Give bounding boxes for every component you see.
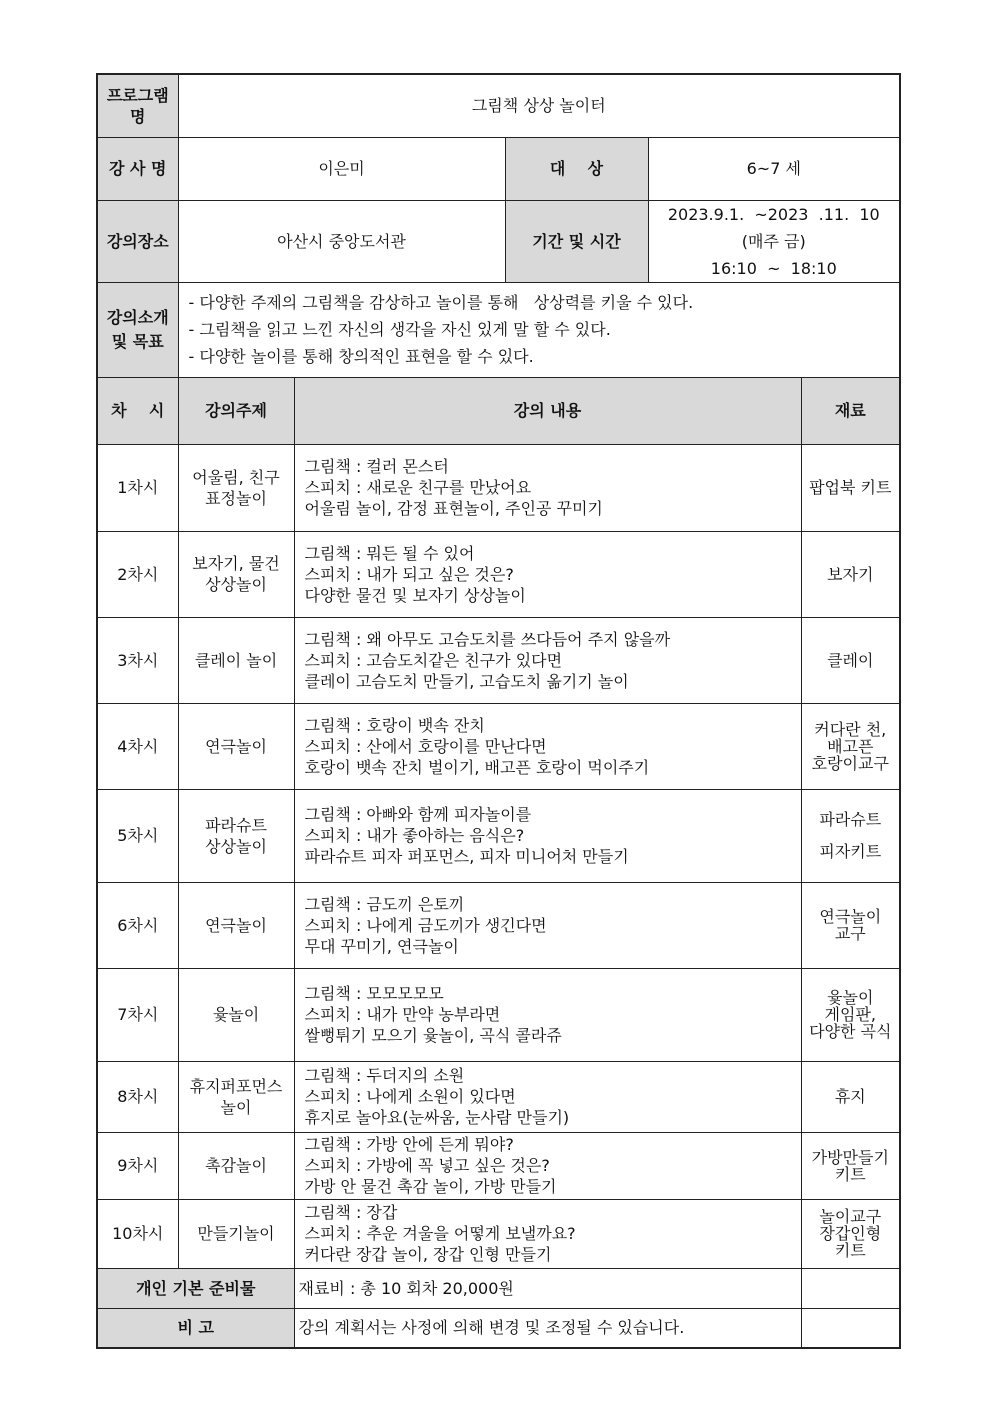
content-line: 그림책 : 가방 안에 든게 뭐야? — [304, 1135, 514, 1154]
material-cell — [801, 444, 900, 531]
session-cell: 8차시 — [97, 1061, 178, 1132]
content-line: 스피치 : 추운 겨울을 어떻게 보낼까요? — [304, 1224, 576, 1243]
content-line: 스피치 : 나에게 금도끼가 생긴다면 — [304, 915, 547, 935]
content-line: 어울림 놀이, 감정 표현놀이, 주인공 꾸미기 — [304, 499, 603, 518]
topic-line: 휴지퍼포먼스 — [189, 1076, 283, 1096]
note-row — [97, 1308, 900, 1348]
content-line: 그림책 : 모모모모모 — [304, 984, 444, 1003]
material-line: 파라슈트 — [819, 809, 882, 829]
content-line: 그림책 : 호랑이 뱃속 잔치 — [304, 715, 485, 735]
intro-line: - 다양한 주제의 그림책을 감상하고 놀이를 통해 상상력를 키울 수 있다. — [188, 293, 694, 312]
material-line: 윷놀이 — [827, 988, 874, 1007]
content-line: 스피치 : 새로운 친구를 만났어요 — [304, 478, 532, 497]
prep-empty — [801, 1268, 900, 1308]
content-cell — [294, 1061, 801, 1132]
material-line: 게임판, — [824, 1005, 876, 1024]
topic-line: 촉감놀이 — [205, 1156, 267, 1175]
session-cell: 10차시 — [97, 1199, 178, 1268]
material-cell — [801, 703, 900, 789]
intro-line: - 다양한 놀이를 통해 창의적인 표현을 할 수 있다. — [188, 347, 534, 366]
topic-line: 파라슈트 — [205, 815, 267, 835]
material-cell — [801, 789, 900, 882]
session-cell: 2차시 — [97, 531, 178, 617]
period-time: 16:10 ~ 18:10 — [710, 258, 837, 278]
header-material: 재료 — [801, 377, 900, 444]
content-line: 그림책 : 아빠와 함께 피자놀이를 — [304, 805, 532, 824]
intro-line: - 그림책을 읽고 느낀 자신의 생각을 자신 있게 말 할 수 있다. — [188, 320, 611, 339]
note-label: 비 고 — [97, 1308, 294, 1348]
prep-row — [97, 1268, 900, 1308]
note-empty — [801, 1308, 900, 1348]
material-line: 보자기 — [827, 564, 874, 584]
topic-cell — [178, 882, 294, 968]
session-cell: 1차시 — [97, 444, 178, 531]
material-cell — [801, 968, 900, 1061]
material-line: 다양한 곡식 — [809, 1022, 892, 1041]
session-cell: 9차시 — [97, 1132, 178, 1199]
topic-cell — [178, 968, 294, 1061]
topic-cell — [178, 531, 294, 617]
instructor-row — [97, 137, 900, 200]
content-cell — [294, 531, 801, 617]
content-line: 그림책 : 장갑 — [304, 1203, 398, 1222]
content-line: 다양한 물건 및 보자기 상상놀이 — [304, 585, 526, 605]
content-cell — [294, 968, 801, 1061]
content-cell — [294, 1132, 801, 1199]
topic-line: 연극놀이 — [205, 915, 267, 935]
content-line: 그림책 : 뭐든 될 수 있어 — [304, 543, 475, 563]
target-value: 6~7 세 — [648, 137, 900, 200]
intro-lines — [178, 282, 900, 377]
intro-row — [97, 282, 900, 377]
schedule-row — [97, 531, 900, 617]
material-line: 커다란 천, — [814, 719, 887, 739]
program-row — [97, 74, 900, 137]
material-line: 배고픈 — [827, 736, 874, 756]
topic-cell — [178, 1199, 294, 1268]
material-line: 키트 — [834, 1164, 866, 1184]
session-cell: 7차시 — [97, 968, 178, 1061]
content-line: 파라슈트 피자 퍼포먼스, 피자 미니어처 만들기 — [304, 847, 629, 866]
material-line: 키트 — [834, 1241, 866, 1260]
content-line: 스피치 : 고슴도치같은 친구가 있다면 — [304, 650, 563, 670]
material-line: 장갑인형 — [819, 1224, 882, 1243]
period-value — [648, 200, 900, 282]
content-line: 호랑이 뱃속 잔치 벌이기, 배고픈 호랑이 먹이주기 — [304, 757, 650, 777]
content-line: 그림책 : 금도끼 은토끼 — [304, 894, 465, 914]
schedule-row — [97, 882, 900, 968]
session-cell: 4차시 — [97, 703, 178, 789]
note-value: 강의 계획서는 사정에 의해 변경 및 조정될 수 있습니다. — [294, 1308, 801, 1348]
content-line: 커다란 장갑 놀이, 장갑 인형 만들기 — [304, 1245, 552, 1264]
schedule-row — [97, 968, 900, 1061]
header-session: 차 시 — [97, 377, 178, 444]
period-dates: 2023.9.1. ~2023 .11. 10 — [667, 204, 880, 224]
intro-label: 강의소개 및 목표 — [97, 282, 178, 377]
instructor-label: 강 사 명 — [97, 137, 178, 200]
topic-line: 표정놀이 — [205, 488, 267, 508]
content-cell — [294, 789, 801, 882]
prep-value: 재료비 : 총 10 회차 20,000원 — [294, 1268, 801, 1308]
material-line: 휴지 — [834, 1087, 866, 1106]
schedule-header-row — [97, 377, 900, 444]
content-line: 스피치 : 산에서 호랑이를 만난다면 — [304, 736, 547, 756]
topic-cell — [178, 1061, 294, 1132]
material-line: 클레이 — [827, 650, 874, 670]
content-cell — [294, 703, 801, 789]
topic-line: 놀이 — [220, 1097, 252, 1117]
content-line: 휴지로 놀아요(눈싸움, 눈사람 만들기) — [304, 1108, 570, 1127]
period-day: (매주 금) — [741, 231, 806, 251]
topic-line: 윷놀이 — [212, 1005, 260, 1024]
content-cell — [294, 1199, 801, 1268]
topic-cell — [178, 1132, 294, 1199]
material-line: 교구 — [834, 924, 866, 943]
topic-line: 만들기놀이 — [197, 1224, 275, 1243]
content-line: 그림책 : 두더지의 소원 — [304, 1066, 465, 1085]
topic-line: 상상놀이 — [205, 836, 267, 856]
venue-row — [97, 200, 900, 282]
session-cell: 5차시 — [97, 789, 178, 882]
material-cell — [801, 1061, 900, 1132]
material-line: 팝업북 키트 — [809, 478, 892, 497]
topic-cell — [178, 789, 294, 882]
topic-cell — [178, 703, 294, 789]
schedule-row — [97, 617, 900, 703]
schedule-row — [97, 1061, 900, 1132]
material-cell — [801, 882, 900, 968]
material-cell — [801, 1132, 900, 1199]
content-line: 스피치 : 내가 되고 싶은 것은? — [304, 564, 514, 584]
prep-label: 개인 기본 준비물 — [97, 1268, 294, 1308]
content-line: 스피치 : 내가 만약 농부라면 — [304, 1005, 501, 1024]
schedule-row — [97, 1132, 900, 1199]
content-cell — [294, 444, 801, 531]
topic-cell — [178, 444, 294, 531]
header-content: 강의 내용 — [294, 377, 801, 444]
material-line: 피자키트 — [819, 841, 882, 861]
content-cell — [294, 617, 801, 703]
material-line: 연극놀이 — [819, 907, 882, 926]
content-line: 쌀뻥튀기 모으기 윷놀이, 곡식 콜라쥬 — [304, 1026, 562, 1045]
session-cell: 3차시 — [97, 617, 178, 703]
material-line: 가방만들기 — [811, 1147, 889, 1167]
material-line: 놀이교구 — [819, 1207, 882, 1226]
material-cell — [801, 617, 900, 703]
topic-line: 클레이 놀이 — [194, 650, 278, 670]
session-cell: 6차시 — [97, 882, 178, 968]
period-label: 기간 및 시간 — [505, 200, 648, 282]
schedule-row — [97, 703, 900, 789]
material-line: 호랑이교구 — [811, 753, 889, 773]
content-line: 가방 안 물건 촉감 놀이, 가방 만들기 — [304, 1177, 557, 1196]
content-line: 스피치 : 내가 좋아하는 음식은? — [304, 826, 525, 845]
material-cell — [801, 1199, 900, 1268]
topic-line: 상상놀이 — [205, 575, 267, 594]
content-cell — [294, 882, 801, 968]
program-label: 프로그램명 — [97, 74, 178, 137]
schedule-row — [97, 789, 900, 882]
lecture-plan-table — [96, 73, 901, 1349]
topic-cell — [178, 617, 294, 703]
schedule-row — [97, 444, 900, 531]
topic-line: 보자기, 물건 — [192, 554, 280, 573]
content-line: 스피치 : 나에게 소원이 있다면 — [304, 1087, 516, 1106]
material-cell — [801, 531, 900, 617]
header-topic: 강의주제 — [178, 377, 294, 444]
instructor-value: 이은미 — [178, 137, 505, 200]
content-line: 클레이 고슴도치 만들기, 고습도치 옮기기 놀이 — [304, 671, 629, 691]
venue-value: 아산시 중앙도서관 — [178, 200, 505, 282]
content-line: 스피치 : 가방에 꼭 넣고 싶은 것은? — [304, 1156, 550, 1175]
content-line: 그림책 : 컬러 몬스터 — [304, 457, 449, 476]
schedule-row — [97, 1199, 900, 1268]
venue-label: 강의장소 — [97, 200, 178, 282]
program-value: 그림책 상상 놀이터 — [178, 74, 900, 137]
content-line: 그림책 : 왜 아무도 고슴도치를 쓰다듬어 주지 않을까 — [304, 629, 671, 649]
content-line: 무대 꾸미기, 연극놀이 — [304, 936, 459, 956]
topic-line: 연극놀이 — [205, 736, 267, 756]
target-label: 대 상 — [505, 137, 648, 200]
topic-line: 어울림, 친구 — [192, 467, 280, 487]
